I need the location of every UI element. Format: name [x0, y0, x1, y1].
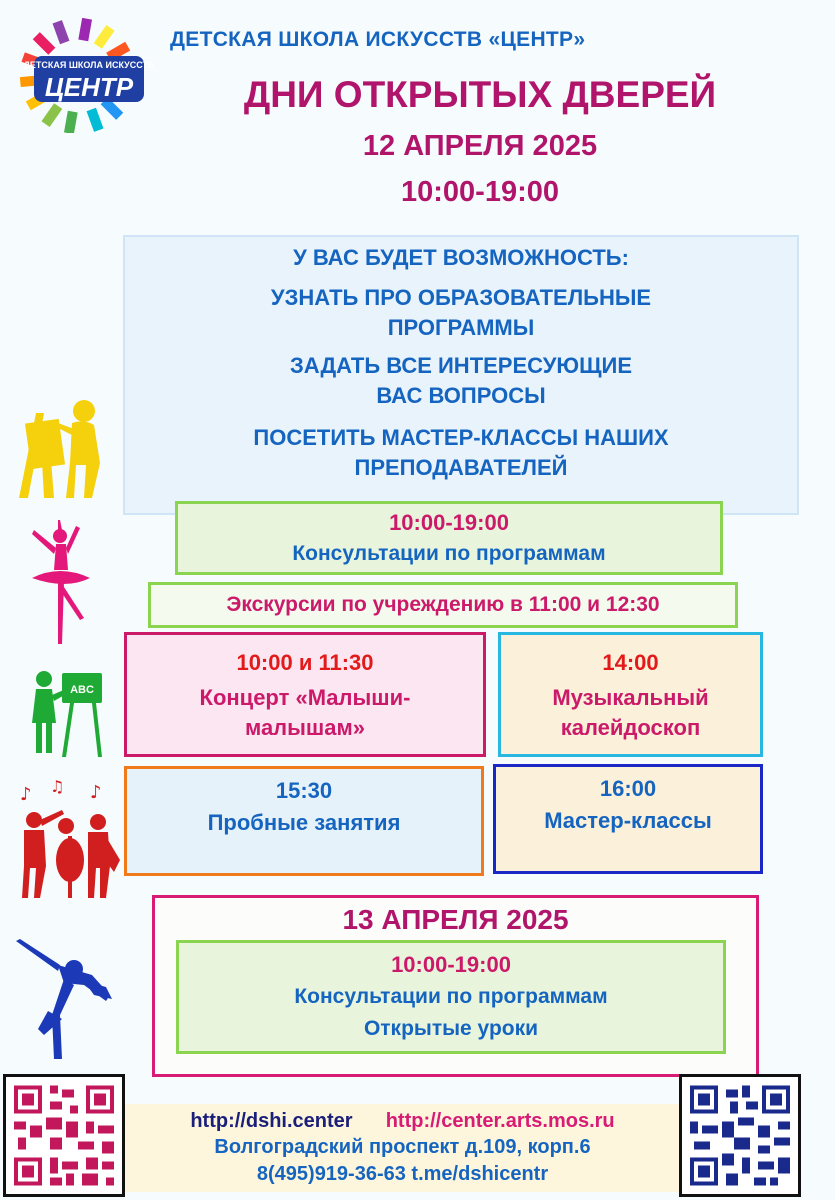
kaleidoscope-title-line2: калейдоскоп [560, 714, 701, 740]
svg-text:ABC: ABC [70, 684, 94, 696]
tours-card [148, 582, 738, 628]
masterclasses-card [493, 764, 763, 874]
school-name: ДЕТСКАЯ ШКОЛА ИСКУССТВ «ЦЕНТР» [170, 28, 586, 51]
consultations-time: 10:00-19:00 [389, 510, 509, 535]
phone-telegram: 8(495)919-36-63 t.me/dshicentr [256, 1163, 549, 1185]
address: Волгоградский проспект д.109, корп.6 [214, 1136, 591, 1158]
trial-lessons-label: Пробные занятия [207, 810, 401, 835]
day2-consultations: Консультации по программам [294, 985, 608, 1008]
kaleidoscope-time: 14:00 [602, 649, 659, 675]
day2-time: 10:00-19:00 [391, 952, 511, 977]
concert-card [124, 632, 486, 757]
day2-open-lessons: Открытые уроки [363, 1017, 539, 1040]
opportunity-item-questions-line1: ЗАДАТЬ ВСЕ ИНТЕРЕСУЮЩИЕ [289, 353, 633, 378]
event-hours: 10:00-19:00 [401, 176, 559, 208]
day2-schedule-card [176, 940, 726, 1054]
concert-title-line2: малышам» [244, 714, 366, 740]
website-link[interactable]: http://dshi.center [190, 1110, 353, 1132]
concert-time: 10:00 и 11:30 [236, 649, 374, 675]
svg-text:ДЕТСКАЯ ШКОЛА ИСКУССТВ: ДЕТСКАЯ ШКОЛА ИСКУССТВ [23, 60, 153, 70]
arts-mos-link[interactable]: http://center.arts.mos.ru [385, 1110, 615, 1132]
consultations-card [175, 501, 723, 575]
svg-text:♫: ♫ [50, 780, 65, 796]
svg-text:♪: ♪ [20, 784, 32, 805]
svg-text:ЦЕНТР: ЦЕНТР [44, 72, 134, 102]
event-title: ДНИ ОТКРЫТЫХ ДВЕРЕЙ [243, 74, 717, 115]
breakdancer-icon [14, 935, 114, 1060]
opportunities-heading: У ВАС БУДЕТ ВОЗМОЖНОСТЬ: [293, 245, 629, 270]
opportunity-item-programs-line2: ПРОГРАММЫ [387, 315, 535, 340]
kaleidoscope-card [498, 632, 763, 757]
opportunity-item-masterclass-line1: ПОСЕТИТЬ МАСТЕР-КЛАССЫ НАШИХ [253, 425, 669, 450]
logo-rays-icon [8, 18, 153, 133]
consultations-label: Консультации по программам [292, 542, 606, 565]
qr-code-right[interactable] [679, 1074, 801, 1197]
opportunity-item-questions-line2: ВАС ВОПРОСЫ [376, 383, 546, 408]
ballerina-icon [26, 520, 96, 645]
teacher-board-icon [26, 665, 106, 760]
day2-date: 13 АПРЕЛЯ 2025 [342, 904, 569, 935]
masterclasses-time: 16:00 [599, 776, 657, 801]
school-logo [8, 18, 153, 133]
qr-code-icon [6, 1077, 122, 1194]
masterclasses-label: Мастер-классы [544, 808, 712, 833]
trial-lessons-card [124, 766, 484, 876]
tours-label: Экскурсии по учреждению в 11:00 и 12:30 [226, 593, 660, 616]
qr-code-left[interactable] [3, 1074, 125, 1197]
trial-lessons-time: 15:30 [275, 778, 333, 803]
kaleidoscope-title-line1: Музыкальный [552, 684, 709, 710]
qr-code-icon [682, 1077, 798, 1194]
opportunity-item-programs-line1: УЗНАТЬ ПРО ОБРАЗОВАТЕЛЬНЫЕ [270, 285, 652, 310]
event-date: 12 АПРЕЛЯ 2025 [362, 130, 598, 162]
svg-text:♪: ♪ [90, 782, 102, 803]
contacts-panel [125, 1104, 680, 1192]
musicians-icon [16, 780, 121, 900]
opportunities-panel [123, 235, 799, 515]
opportunity-item-masterclass-line2: ПРЕПОДАВАТЕЛЕЙ [354, 455, 568, 480]
concert-title-line1: Концерт «Малыши- [199, 684, 411, 710]
painter-icon [14, 393, 109, 503]
